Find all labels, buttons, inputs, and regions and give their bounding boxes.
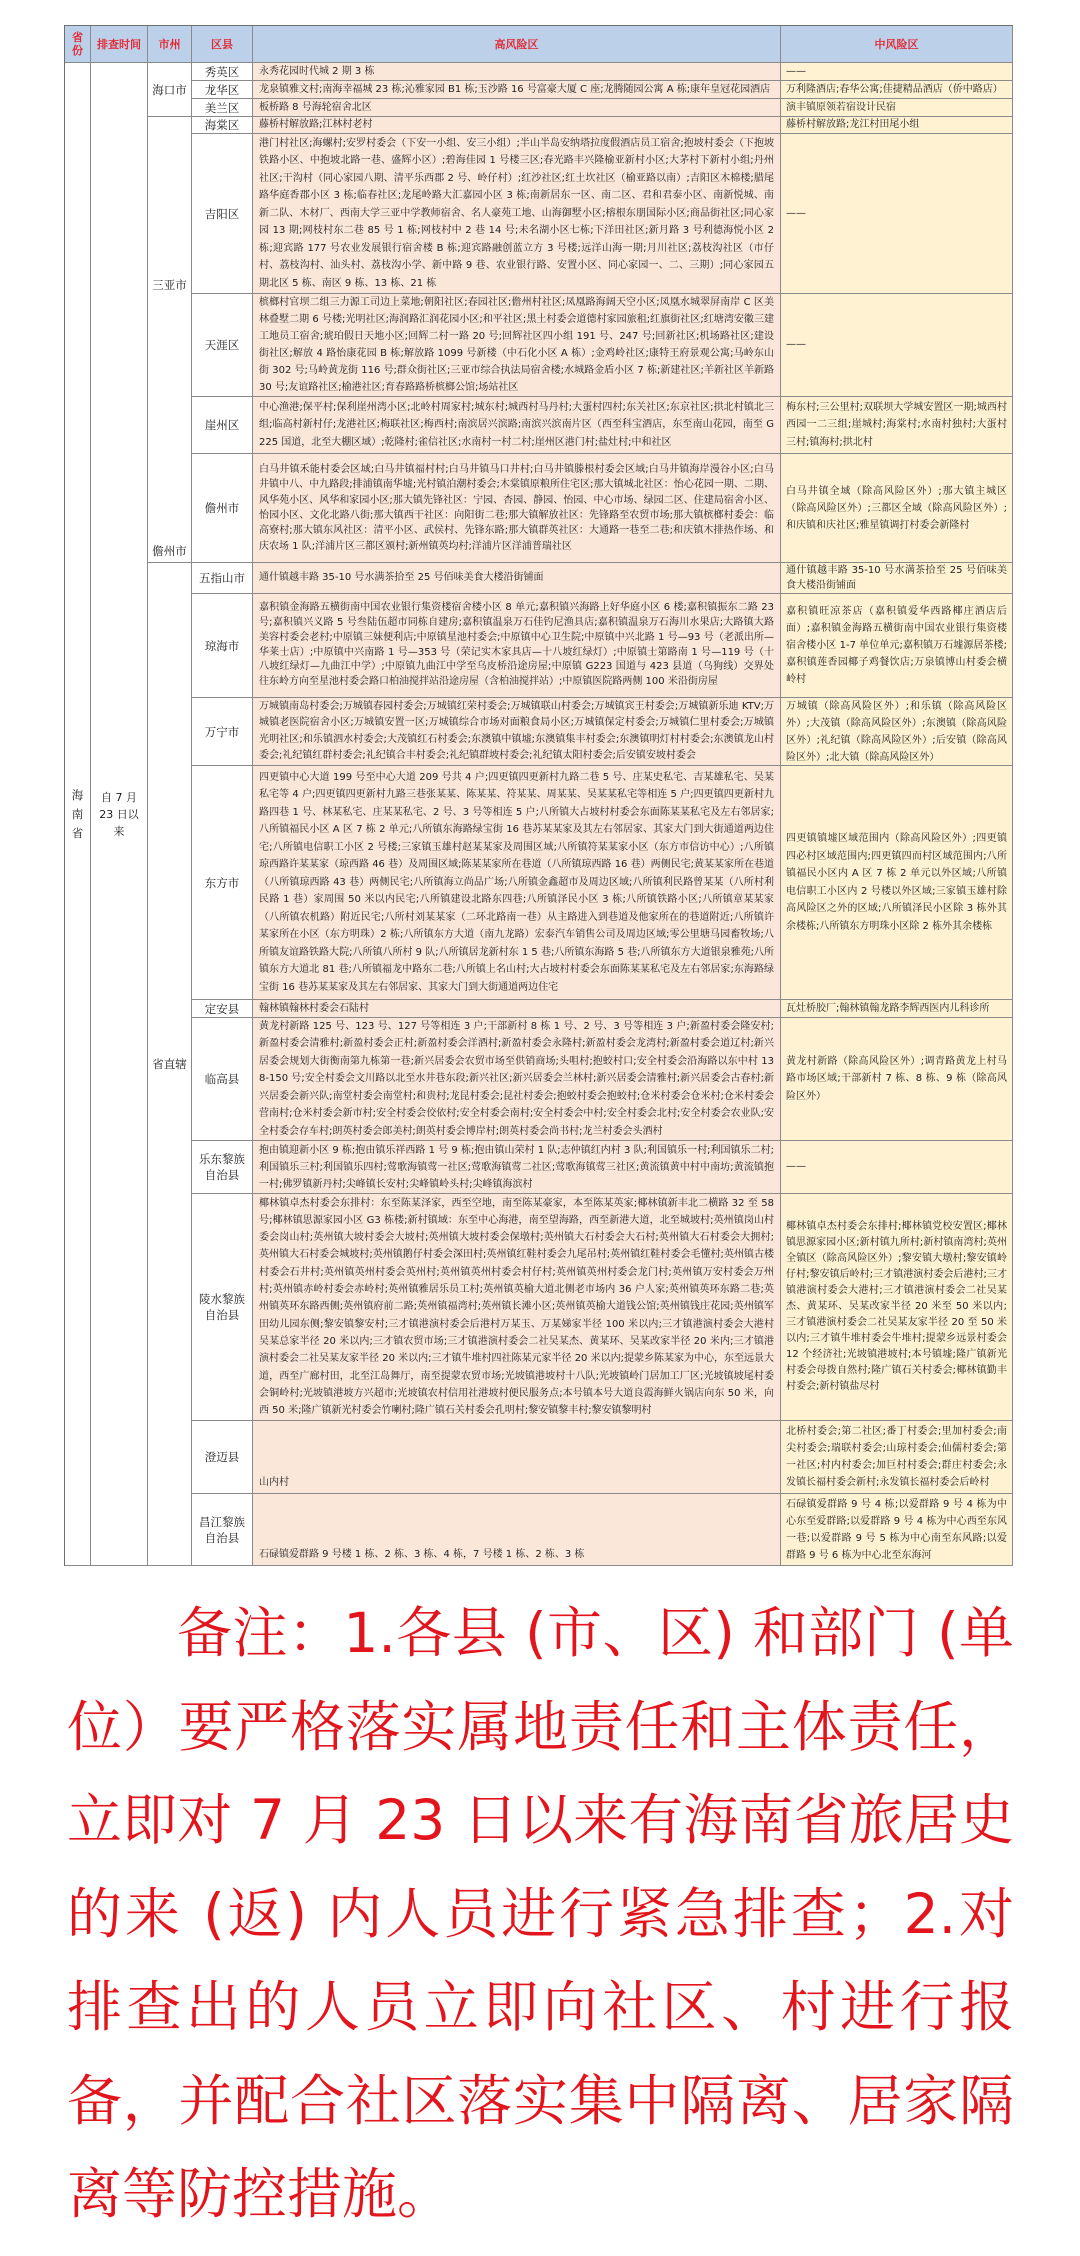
medium-risk-cell [781, 563, 1013, 594]
check-time-cell: 自 7 月 23 日以来 [91, 63, 148, 1566]
medium-risk-cell [781, 1141, 1013, 1194]
high-risk-areas: 中心渔港;保平村;保利崖州湾小区;北岭村周家村;城东村;城西村马丹村;大蛋村四村;东关社区;东京社区;拱北村镇北三组;临高村新村仔;龙港社区;梅联社区;梅西村;南滨居兴滨路;南滨兴滨南片区（西至科宝酒店，东至南山花园，南至 G225 国道，北至大棚区域）;乾隆村;雀信社区;水南村一村二村;崖州区港门村;盐灶村;中和社区 [259, 401, 774, 448]
medium-risk-areas: 白马井镇全域（除高风险区外）;那大镇主城区（除高风险区外）;三都区全域（除高风险区外）;和庆镇和庆社区;雅星镇调打村委会新隆村 [786, 485, 1007, 531]
high-risk-cell [253, 1421, 781, 1494]
high-risk-areas: 万城镇南岛村委会;万城镇春园村委会;万城镇红荣村委会;万城镇联山村委会;万城镇宾王村委会;万城镇新乐迪 KTV;万城镇老医院宿舍小区;万城镇安置一区;万城镇综合市场对面粮食局小区;万城镇保定村委会;万城镇仁里村委会;万城镇光明社区;和乐镇泗水村委会;大茂镇红石村委会;东澳镇中镇墟;东澳镇集丰村委会;东澳镇明灯村村委会;东澳镇龙山村委会;礼纪镇红群村委会;礼纪镇合丰村委会;礼纪镇群坡村委会;礼纪镇太阳村委会;后安镇安坡村委会 [259, 700, 774, 761]
high-risk-cell [253, 766, 781, 1000]
high-risk-cell [253, 397, 781, 454]
medium-risk-cell [781, 1194, 1013, 1421]
high-risk-cell [253, 99, 781, 117]
medium-risk-cell [781, 766, 1013, 1000]
high-risk-areas: 白马井镇禾能村委会区域;白马井镇福村村;白马井镇马口井村;白马井镇滕根村委会区域;白马井镇海岸漫谷小区;白马井镇中八、中九路段;排浦镇南华墟;光村镇泊潮村委会;木棠镇原粮所住宅区;那大镇城北社区：怡心花园一期、二期、风华苑小区、风华和家园小区;那大镇先锋社区：宁园、杏园、静园、怡园、中心市场、绿园二区、住建局宿舍小区、怡园小区、文化北路八街;那大镇西干社区：向阳街二巷;那大镇解放社区：先锋路至农贸市场;那大镇槟榔村委会：临高寮村;那大镇东风社区：清平小区、武侯村、先锋东路;那大镇群英社区：大通路一巷至二巷;和庆镇木排热作场、和庆农场 1 队;洋浦片区三都区颁村;新州镇英均村;洋浦片区洋浦普瑞社区 [259, 464, 774, 552]
county-cell: 天涯区 [192, 294, 253, 397]
county-cell: 定安县 [192, 1000, 253, 1018]
county-cell: 临高县 [192, 1018, 253, 1141]
high-risk-cell [253, 294, 781, 397]
header-county: 区县 [192, 26, 253, 63]
high-risk-areas: 山内村 [259, 1477, 289, 1488]
high-risk-cell [253, 698, 781, 766]
high-risk-areas: 石碌镇爱群路 9 号楼 1 栋、2 栋、3 栋、4 栋，7 号楼 1 栋、2 栋、3 栋 [259, 1549, 585, 1560]
city-cell-provincial: 省直辖 [148, 563, 192, 1566]
medium-risk-cell [781, 117, 1013, 134]
high-risk-areas: 藤桥村解放路;江林村老村 [259, 119, 373, 130]
high-risk-areas: 槟榔村官坝二组三力源工司边上菜地;朝阳社区;春园社区;儋州村社区;凤凰路海阔天空小区;凤凰水城翠屏南岸 C 区美林叠墅二期 6 号楼;光明社区;海润路汇润花园小区;和平社区;黑土村委会道德村家园旅租;红旗街社区;红塘湾安徽三建工地员工宿舍;琥珀假日天地小区;回辉二村一路 20 号;回辉社区四小组 191 号、247 号;回新社区;机场路社区;建设街社区;解放 4 路怡康花园 B 栋;解放路 1099 号新楼（中石化小区 A 栋）;金鸡岭社区;康特王府景观公寓;马岭东山街 302 号;马岭黄龙街 116 号;群众街社区;三亚市综合执法局宿舍楼;水城路金盾小区 7 栋;新建社区;羊新社区羊新路 30 号;友谊路社区;榆港社区;育春路路桥槟榔公馆;场站社区 [259, 297, 774, 393]
county-cell: 陵水黎族自治县 [192, 1194, 253, 1421]
header-city: 市州 [148, 26, 192, 63]
city-cell-haikou: 海口市 [148, 63, 192, 117]
header-check-time: 排查时间 [91, 26, 148, 63]
high-risk-areas: 板桥路 8 号海轮宿舍北区 [259, 101, 372, 113]
risk-area-table [64, 25, 1013, 1566]
high-risk-cell [253, 563, 781, 594]
medium-risk-cell [781, 1421, 1013, 1494]
medium-risk-cell [781, 698, 1013, 766]
note-line: 排查出的人员立即向社区、村进行报 [67, 1975, 1014, 2039]
note-line: 离等防控措施。 [67, 2162, 453, 2226]
header-medium-risk: 中风险区 [781, 26, 1013, 63]
county-cell: 秀英区 [192, 63, 253, 81]
medium-risk-areas: 万利隆酒店;春华公寓;佳捷精品酒店（侨中路店） [786, 83, 1003, 95]
county-cell: 儋州市 [192, 454, 253, 563]
medium-risk-cell [781, 1018, 1013, 1141]
county-cell: 乐东黎族自治县 [192, 1141, 253, 1194]
medium-risk-areas: 梅东村;三公里村;双联坝大学城安置区一期;城西村西园一二三组;崖城村;海棠村;水南村独村;大蛋村三村;镇海村;拱北村 [786, 401, 1007, 448]
medium-risk-areas: 万城镇（除高风险区外）;和乐镇（除高风险区外）;大茂镇（除高风险区外）;东澳镇（除高风险区外）;礼纪镇（除高风险区外）;后安镇（除高风险区外）;北大镇（除高风险区外） [786, 700, 1007, 763]
city-label-danzhou: 儋州市 [152, 544, 187, 558]
high-risk-cell [253, 81, 781, 99]
medium-risk-cell [781, 454, 1013, 563]
high-risk-cell [253, 117, 781, 134]
note-line: 位）要严格落实属地责任和主体责任， [67, 1694, 1014, 1759]
note-line: 立即对 7 月 23 日以来有海南省旅居史 [67, 1788, 1014, 1852]
high-risk-areas: 嘉积镇金海路五横街南中国农业银行集资楼宿舍楼小区 8 单元;嘉积镇兴海路上好华庭小区 6 楼;嘉积镇振东二路 23 号;嘉积镇兴义路 5 号叁陆伍超市同栋自建房;嘉积镇温泉万石佳钓尼渔具店;嘉积镇温泉万石海川水果店;大路镇大路美容村委会老村;中原镇三妹便利店;中原镇星池村委会;中原镇中心卫生院;中原镇中兴北路 1 号—93 号（老派出所—华莱士店）;中原镇中兴南路 1 号—353 号（荣记实木家具店—十八坡红绿灯）;中原镇士第路南 1 号—119 号（十八坡红绿灯—九曲江中学）;中原镇九曲江中学至乌皮桥沿途房屋;中原镇 G223 国道与 423 县道（乌狗线）交界处往东岭方向至星池村委会路口柏油搅拌站沿途房屋（含柏油搅拌站）;中原镇医院路两侧 100 米沿街房屋 [259, 602, 774, 688]
county-cell: 海棠区 [192, 117, 253, 134]
remarks-note [67, 1587, 1014, 2242]
note-line: 的来 (返) 内人员进行紧急排查；2.对 [67, 1881, 1014, 1946]
county-cell: 昌江黎族自治县 [192, 1494, 253, 1566]
county-cell: 澄迈县 [192, 1421, 253, 1494]
city-label-sanya: 三亚市 [152, 278, 187, 292]
high-risk-areas: 永秀花园时代城 2 期 3 栋 [259, 65, 375, 77]
high-risk-areas: 翰林镇翰林村委会石陆村 [259, 1002, 369, 1014]
high-risk-cell [253, 1494, 781, 1566]
header-province: 省份 [65, 26, 91, 63]
high-risk-cell [253, 1018, 781, 1141]
medium-risk-cell [781, 99, 1013, 117]
note-line: 备注：1.各县 (市、区) 和部门 (单 [177, 1601, 1014, 1665]
medium-risk-areas: 四更镇镇墟区域范围内（除高风险区外）;四更镇四必村区域范围内;四更镇四而村区域范围内;八所镇福民小区内 A 区 7 栋 2 单元以外区域;八所镇电信职工小区内 2 号楼以外区域;三家镇玉雄村除高风险区之外的区域;八所镇泽民小区除 3 栋外其余楼栋;八所镇东方明珠小区除 2 栋外其余楼栋 [786, 833, 1007, 932]
high-risk-cell [253, 594, 781, 698]
medium-risk-areas: 藤桥村解放路;龙江村田尾小组 [786, 119, 920, 130]
medium-risk-areas: 北桥村委会;第二社区;番丁村委会;里加村委会;南尖村委会;瑞联村委会;山琼村委会;仙儒村委会;第一社区;村内村委会;加巨村村委会;群庄村委会;永发镇长福村委会新村;永发镇长福村委会后岭村 [786, 1426, 1007, 1488]
medium-risk-areas: —— [786, 65, 806, 77]
medium-risk-areas: 嘉积镇旺凉茶店（嘉积镇爱华西路椰庄酒店后面）;嘉积镇金海路五横街南中国农业银行集资楼宿舍楼小区 1-7 单位单元;嘉积镇万石墟源居茶楼;嘉积镇莲香园椰子鸡餐饮店;万泉镇博山村委会横岭村 [786, 606, 1007, 685]
high-risk-areas: 抱由镇迎新小区 9 栋;抱由镇乐祥西路 1 号 9 栋;抱由镇山荣村 1 队;志仲镇红内村 3 队;利国镇乐一村;利国镇乐二村;利国镇乐三村;利国镇乐四村;莺歌海镇莺一社区;莺歌海镇莺二社区;莺歌海镇莺三社区;黄流镇黄中村中南坊;黄流镇抱一村;佛罗镇新丹村;尖峰镇长安村;尖峰镇岭头村;尖峰镇海滨村 [259, 1144, 774, 1190]
high-risk-cell [253, 1194, 781, 1421]
medium-risk-areas: 石碌镇爱群路 9 号 4 栋;以爱群路 9 号 4 栋为中心东至爱群路;以爱群路 9 号 4 栋为中心西至东风一巷;以爱群路 9 号 5 栋为中心南至东风路;以爱群路 9 号 6 栋为中心北至东海河 [786, 1498, 1007, 1561]
high-risk-cell [253, 134, 781, 294]
high-risk-cell [253, 1000, 781, 1018]
medium-risk-cell [781, 594, 1013, 698]
high-risk-areas: 通什镇越丰路 35-10 号水满茶拾至 25 号佰味美食大楼沿街铺面 [259, 572, 544, 583]
high-risk-areas: 椰林镇卓杰村委会东排村：东至陈某泽家，西至空地，南至陈某豪家，本至陈某英家;椰林镇新丰北二横路 32 至 58 号;椰林镇思源家园小区 G3 栋楼;新村镇域：东至中心海港，南至望海路，西至新港大道，北至城坡村;英州镇岗山村委会岗山村;英州镇大坡村委会大坡村;英州镇大坡村委会保墩村;英州镇大石村委会大石村;英州镇大石村委会大拥村;英州镇大石村委会城坡村;英州镇鹅仔村委会深田村;英州镇红鞋村委会九尾吊村;英州镇红鞋村委会毛懂村;英州镇古楼村委会石井村;英州镇英州村委会英州村;英州镇英州村委会村仔村;英州镇英州村委会龙门村;英州镇万安村委会万州村;英州镇赤岭村委会赤岭村;英州镇雅居乐员工村;英州镇英榆大道北侧老市场内 36 户人家;英州镇英环东路二巷;英州镇英环东路西侧;英州镇府前二路;英州镇福湾村;英州镇长滩小区;英州镇英榆大道钱公馆;英州镇钱庄花园;英州镇军田幼儿园东侧;黎安镇黎安村;三才镇港演村委会后港村万某玉、万某娣家半径 100 米以内;三才镇港演村委会大港村吴某总家半径 20 米以内;三才镇农贸市场;三才镇港演村委会二社吴某杰、黄某环、吴某改家半径 20 米内;三才镇港演村委会二社吴某友家半径 20 米以内;三才镇牛堆村四社陈某元家半径 20 米以内;提蒙乡陈某家为中心，东至远景大道，西至广廊村田，北至江岛舞厅，南至提蒙农贸市场;光坡镇港坡村十八队;光坡镇岭门居加工厂区;光坡镇坡尾村委会铜岭村;光坡镇港坡方兴超市;光坡镇农村信用社港坡村便民服务点;本号镇本号大道良霞海鲜火锅店向东 50 米，向西 50 米;隆广镇新光村委会竹喇村;隆广镇石关村委会孔明村;黎安镇黎丰村;黎安镇黎明村 [259, 1197, 774, 1417]
county-cell: 崖州区 [192, 397, 253, 454]
header-high-risk: 高风险区 [253, 26, 781, 63]
note-line: 备，并配合社区落实集中隔离、居家隔 [67, 2068, 1014, 2133]
medium-risk-areas: 瓦灶桥胶厂;翰林镇翰龙路李辉西医内儿科诊所 [786, 1002, 990, 1014]
county-cell: 吉阳区 [192, 134, 253, 294]
medium-risk-cell [781, 81, 1013, 99]
county-cell: 东方市 [192, 766, 253, 1000]
medium-risk-areas: 通什镇越丰路 35-10 号水满茶拾至 25 号佰味美食大楼沿街铺面 [786, 565, 1007, 591]
high-risk-areas: 黄龙村新路 125 号、123 号、127 号等相连 3 户;干部新村 8 栋 1 号、2 号、3 号等相连 3 户;新盈村委会隆安村;新盈村委会清雅村;新盈村委会正村;新盈村委会洋酒村;新盈村委会永隆村;新盈村委会龙湾村;新盈村委会道辽村;新兴居委会规划大街衡南第九栋第一巷;新兴居委会农贸市场至供销商场;头咀村;抱蛟村口;安全村委会沿海路以东中村 138-150 号;安全村委会文川路以北至水井巷东段;新兴社区;新兴居委会兰林村;新兴居委会清雅村;新兴居委会古春村;新兴居委会新兴队;南堂村委会南堂村;和贵村;龙昆村委会;昆社村委会;抱蛟村委会抱蛟村;仓米村委会仓米村;仓米村委会营南村;仓米村委会新市村;安全村委会佼依村;安全村委会南村;安全村委会中村;安全村委会北村;安全村委会农业队;安全村委会存车村;朗英村委会郎美村;朗英村委会博岸村;朗英村委会尚书村;龙兰村委会头酒村 [259, 1021, 774, 1137]
high-risk-areas: 龙泉镇雅文村;南海幸福城 23 栋;沁雅家园 B1 栋;玉沙路 16 号富豪大厦 C 座;龙腾随园公寓 A 栋;康年皇冠花园酒店 [259, 83, 771, 95]
high-risk-cell [253, 454, 781, 563]
high-risk-areas: 港门村社区;海螺村;安罗村委会（下安一小组、安三小组）;半山半岛安纳塔拉度假酒店员工宿舍;抱坡村委会（下抱坡铁路小区、中抱坡北路一巷、盛辉小区）;碧海佳园 1 号楼三区;春光路丰兴隆榆亚新村小区;大茅村下新村小组;丹州社区;干沟村（同心家园八期、清平乐西郡 2 号、岭仔村）;红沙社区;红土坎社区（榆亚路以南）;吉阳区木棉楼;腊尾路华庭香郡小区 3 栋;临春社区;龙尾岭路大汇嘉园小区 3 栋;南新居东一区、南二区、君和君泰小区、南新悦城、南新二队、木材厂、西南大学三亚中学教师宿舍、名人豪苑工地、山海御墅小区;榕根东朋国际小区;商品街社区;同心家园 13 期;网枝村东二巷 85 号 1 栋;网枝村中 2 巷 14 号;未名湖小区七栋;下洋田社区;新月路 3 号利德海悦小区 2 栋;迎宾路 177 号农业发展银行宿舍楼 B 栋;迎宾路融创蓝立方 3 号楼;远洋山海一期;月川社区;荔枝沟社区（市仔村、荔枝沟村、汕头村、荔枝沟小学、新中路 9 巷、农业银行路、安置小区、同心家园一、二、三期）;同心家园五期北区 5 栋、南区 9 栋、13 栋、21 栋 [259, 137, 774, 289]
high-risk-cell [253, 1141, 781, 1194]
medium-risk-cell [781, 63, 1013, 81]
medium-risk-areas: —— [786, 207, 806, 219]
county-cell: 万宁市 [192, 698, 253, 766]
county-cell: 五指山市 [192, 563, 253, 594]
medium-risk-cell [781, 397, 1013, 454]
medium-risk-cell [781, 134, 1013, 294]
high-risk-areas: 四更镇中心大道 199 号至中心大道 209 号共 4 户;四更镇四更新村九路二巷 5 号、庄某史私宅、吉某雄私宅、吴某私宅等 4 户;四更镇四更新村九路三巷张某某、陈某某、符某某、周某某、吴某某私宅等相连 5 户;四更镇四更新村九路四巷 1 号、林某私宅、庄某某私宅、2 号、3 号等相连 5 户;八所镇大占坡村村委会东面陈某某私宅及左右邻居家;八所镇福民小区 A 区 7 栋 2 单元;八所镇东海路绿宝街 16 巷苏某某家及其左右邻居家、其家大门到大街通道两边住宅;八所镇电信职工小区 2 号楼;三家镇玉雄村赵某某家及周围区域;八所镇符某某家小区（东方市信访中心）;八所镇琼西路许某某家（琼西路 46 巷）及周围区域;陈某某家所在巷道（八所镇琼西路 16 巷）两侧民宅;黄某某家所在巷道（八所镇琼西路 43 巷）两侧民宅;八所镇海立尚品广场;八所镇金鑫超市及周边区域;八所镇利民路曾某某（八所村利民路 1 巷）家周围 50 米以内民宅;八所镇建设北路东四巷;八所镇泽民小区 3 栋;八所镇铁路小区;八所镇章某某家（八所镇农机路）附近民宅;八所村刘某某家（二环北路南一巷）从主路进入到巷道及他家所在的巷道附近;八所镇许某家所在小区（东方明珠）2 栋;八所镇东方大道（南九龙路）宏泰汽车销售公司及周边区域;零公里塘马园畜牧场;八所镇友谊路铁路大院;八所镇八所村 9 队;八所镇居龙新村东 1 5 巷;八所镇东海路 5 巷;八所镇东方大道银泉雅苑;八所镇东方大道北 81 巷;八所镇福龙中路东二巷;八所镇上名山村;大占坡村村委会东面陈某某私宅及左右邻居家;东海路绿宝街 16 巷苏某某家及其左右邻居家、其家大门到大街通道两边住宅 [259, 771, 774, 993]
county-cell: 琼海市 [192, 594, 253, 698]
medium-risk-cell [781, 1494, 1013, 1566]
medium-risk-cell [781, 294, 1013, 397]
medium-risk-areas: —— [786, 339, 806, 350]
medium-risk-areas: 演丰镇原领若宿设计民宿 [786, 101, 896, 113]
medium-risk-areas: —— [786, 1161, 806, 1172]
high-risk-cell [253, 63, 781, 81]
city-cell-sanya-danzhou [148, 117, 192, 563]
medium-risk-cell [781, 1000, 1013, 1018]
medium-risk-areas: 椰林镇卓杰村委会东排村;椰林镇党校安置区;椰林镇思源家园小区;新村镇九所村;新村镇南湾村;英州全镇区（除高风险区外）;黎安镇大墩村;黎安镇岭仔村;黎安镇后岭村;三才镇港演村委会后港村;三才镇港演村委会大港村;三才镇港演村委会二社吴某杰、黄某环、吴某改家半径 20 米至 50 米以内;三才镇港演村委会二社吴某友家半径 20 至 50 米以内;三才镇牛堆村委会牛堆村;提蒙乡远景村委会 12 个经济社;光坡镇港坡村;本号镇墟;隆广镇新光村委会母拨自然村;隆广镇石关村委会;椰林镇勤丰村委会;新村镇盐尽村 [786, 1221, 1007, 1392]
province-cell: 海南省 [65, 63, 91, 1566]
medium-risk-areas: 黄龙村新路（除高风险区外）;调青路黄龙上村马路市场区域;干部新村 7 栋、8 栋、9 栋（除高风险区外） [786, 1055, 1007, 1102]
county-cell: 美兰区 [192, 99, 253, 117]
county-cell: 龙华区 [192, 81, 253, 99]
